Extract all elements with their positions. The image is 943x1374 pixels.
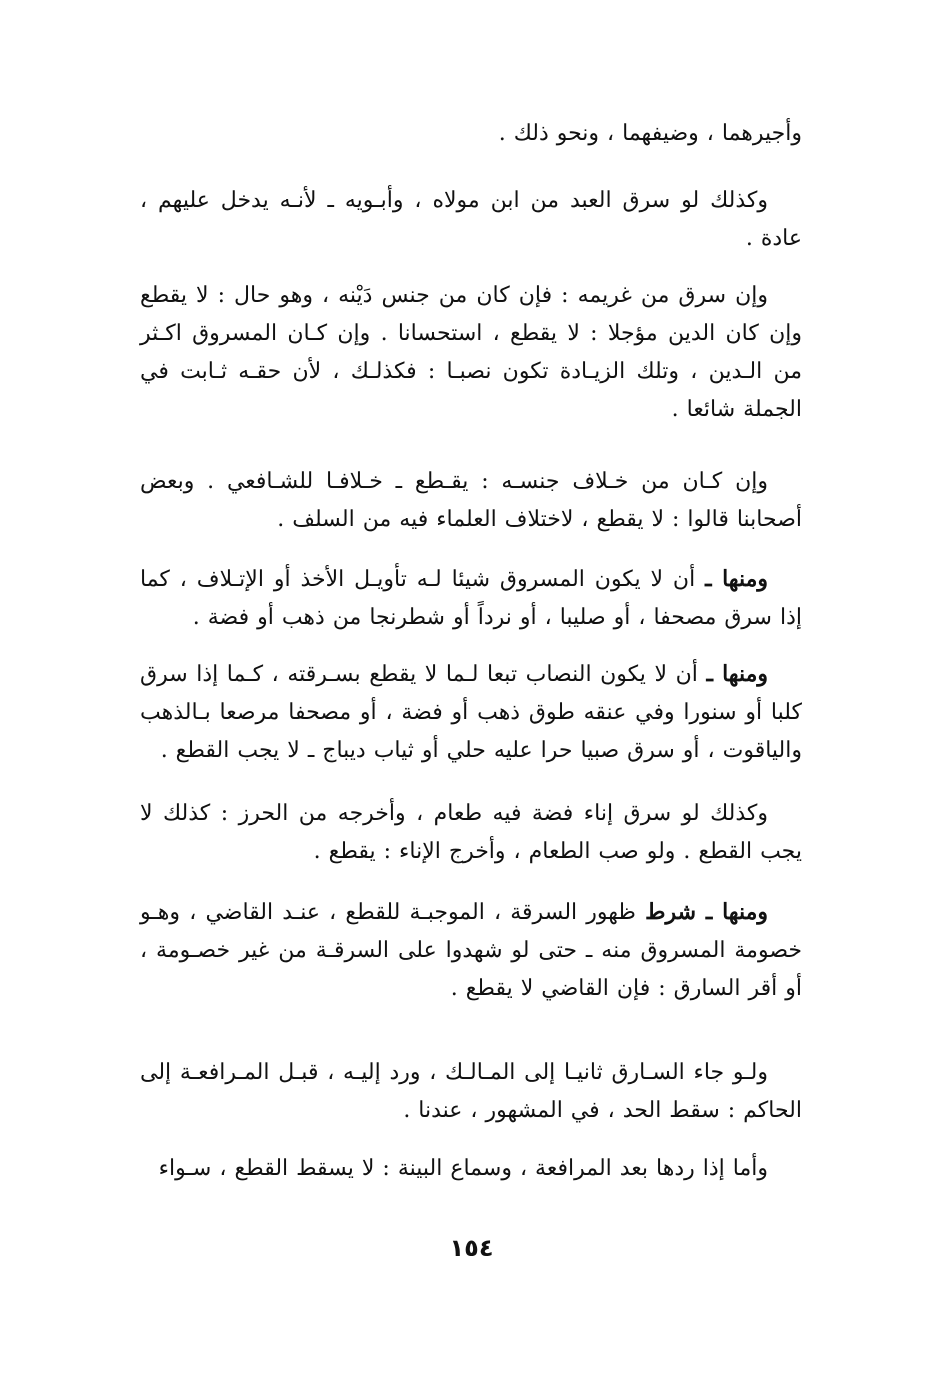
paragraph-lead: ومنها ـ	[706, 661, 768, 687]
paragraph-1	[140, 115, 802, 153]
paragraph-text: وأجيرهما ، وضيفهما ، ونحو ذلك .	[498, 121, 802, 146]
paragraph-8	[140, 893, 802, 1008]
paragraph-text: وأما إذا ردها بعد المرافعة ، وسماع البينة : لا يسقط القطع ، سـواء	[158, 1156, 768, 1181]
paragraph-5	[140, 560, 802, 637]
paragraph-text: وإن سرق من غريمه : فإن كان من جنس دَيْنه ، وهو حال : لا يقطع وإن كان الدين مؤجلا : لا يقطع ، استحسانا . وإن كـان المسروق اكـثر من الـدين ، وتلك الزيـادة تكون نصبـا : فكذلـك ، لأن حقـه ثـابت في الجملة شائعا .	[140, 283, 802, 422]
paragraph-lead: ومنها ـ شرط	[645, 899, 768, 925]
paragraph-9	[140, 1054, 802, 1130]
paragraph-text: وإن كـان من خـلاف جنسـه : يقـطع ـ خـلافـا للشـافعي . وبعض أصحابنا قالوا : لا يقطع ، لاختلاف العلماء فيه من السلف .	[140, 469, 802, 532]
paragraph-text: ولـو جاء السـارق ثانيـا إلى المـالـك ، ورد إليـه ، قبـل المـرافعـة إلى الحاكم : سقط الحد ، في المشهور ، عندنا .	[140, 1060, 802, 1123]
paragraph-text: وكذلك لو سرق إناء فضة فيه طعام ، وأخرجه من الحرز : كذلك لا يجب القطع . ولو صب الطعام ، وأخرج الإناء : يقطع .	[140, 801, 802, 864]
paragraph-7	[140, 795, 802, 871]
paragraph-2	[140, 182, 802, 258]
paragraph-text: ظهور السرقة ، الموجبـة للقطع ، عنـد القاضي ، وهـو خصومة المسروق منه ـ حتى لو شهدوا على السرقـة من غير خصـومة ، أو أقر السارق : فإن القاضي لا يقطع .	[140, 900, 802, 1001]
paragraph-text: أن لا يكون النصاب تبعا لـما لا يقطع بسـرقته ، كـما إذا سرق كلبا أو سنورا وفي عنقه طوق ذهب أو فضة ، أو مصحفا مرصعا بـالذهب والياقوت ، أو سرق صبيا حرا عليه حلي أو ثياب ديباج ـ لا يجب القطع .	[140, 662, 802, 763]
paragraph-text: وكذلك لو سرق العبد من ابن مولاه ، وأبـويه ـ لأنـه يدخل عليهم ، عادة .	[140, 188, 802, 251]
paragraph-3	[140, 277, 802, 429]
paragraph-4	[140, 463, 802, 539]
paragraph-text: أن لا يكون المسروق شيئا لـه تأويـل الأخذ أو الإتـلاف ، كما إذا سرق مصحفا ، أو صليبا ، أو نرداً أو شطرنجا من ذهب أو فضة .	[140, 567, 802, 630]
paragraph-lead: ومنها ـ	[705, 566, 768, 592]
page-number: ١٥٤	[449, 1234, 494, 1262]
paragraph-10	[140, 1150, 802, 1188]
paragraph-6	[140, 655, 802, 770]
